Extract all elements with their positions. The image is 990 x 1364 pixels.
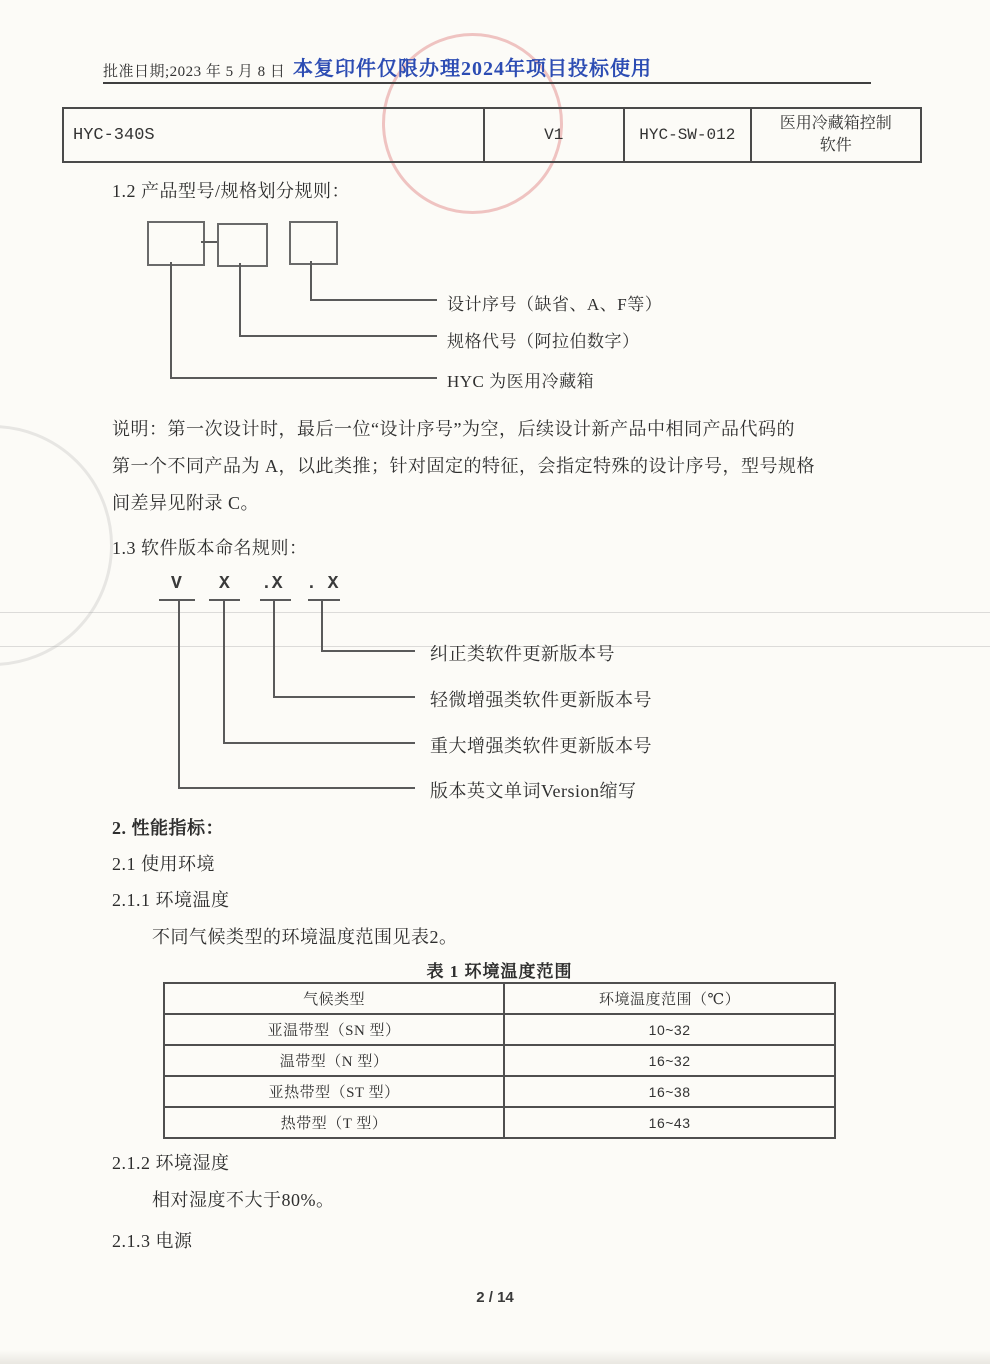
climate-type-header: 气候类型 bbox=[164, 983, 504, 1014]
section-2-1-title: 2.1 使用环境 bbox=[112, 854, 215, 874]
version-underline bbox=[308, 599, 340, 601]
model-diagram-box-spec bbox=[217, 223, 268, 267]
version-underline bbox=[159, 599, 195, 601]
version-leader-line bbox=[223, 742, 415, 744]
scan-artifact-line bbox=[0, 612, 990, 613]
major-version-label: 重大增强类软件更新版本号 bbox=[430, 736, 652, 756]
diagram-leader-line bbox=[310, 261, 312, 301]
page-number: 2 / 14 bbox=[476, 1289, 514, 1306]
note-line-3: 间差异见附录 C。 bbox=[112, 493, 260, 513]
version-leader-line bbox=[321, 599, 323, 652]
version-underline bbox=[260, 599, 291, 601]
table-header-row bbox=[164, 983, 835, 1014]
section-2-1-3-title: 2.1.3 电源 bbox=[112, 1231, 193, 1251]
software-name-cell bbox=[750, 109, 920, 161]
diagram-leader-line bbox=[239, 263, 241, 337]
model-cell: HYC-340S bbox=[73, 125, 155, 145]
climate-type-cell: 温带型（N 型） bbox=[164, 1045, 504, 1076]
temp-range-cell: 16~32 bbox=[504, 1045, 835, 1076]
version-symbol-v: V bbox=[171, 574, 182, 594]
table1-caption: 表 1 环境温度范围 bbox=[426, 962, 573, 981]
temp-range-cell: 16~38 bbox=[504, 1076, 835, 1107]
climate-type-cell: 热带型（T 型） bbox=[164, 1107, 504, 1138]
header-underline bbox=[103, 82, 871, 84]
section-2-1-1-title: 2.1.1 环境温度 bbox=[112, 890, 230, 910]
version-leader-line bbox=[321, 650, 415, 652]
version-leader-line bbox=[273, 599, 275, 698]
diagram-leader-line bbox=[170, 262, 172, 379]
version-symbol-x3: . X bbox=[306, 574, 339, 594]
diagram-leader-line bbox=[170, 377, 437, 379]
version-leader-line bbox=[178, 599, 180, 789]
section-2-1-2-title: 2.1.2 环境湿度 bbox=[112, 1153, 230, 1173]
version-cell: V1 bbox=[483, 109, 623, 161]
version-leader-line bbox=[178, 787, 415, 789]
version-symbol-x1: X bbox=[219, 574, 230, 594]
table-row bbox=[164, 1045, 835, 1076]
gray-watermark-arc bbox=[0, 425, 113, 666]
climate-type-cell: 亚温带型（SN 型） bbox=[164, 1014, 504, 1045]
approval-date-text: 批准日期;2023 年 5 月 8 日 bbox=[103, 64, 286, 80]
version-leader-line bbox=[273, 696, 415, 698]
version-leader-line bbox=[223, 599, 225, 744]
section-1-2-title: 1.2 产品型号/规格划分规则： bbox=[112, 181, 350, 201]
diagram-leader-line bbox=[310, 299, 437, 301]
temperature-intro-text: 不同气候类型的环境温度范围见表2。 bbox=[152, 927, 458, 947]
table-row bbox=[164, 1076, 835, 1107]
software-name-text: 医用冷藏箱控制软件 bbox=[779, 115, 892, 154]
minor-version-label: 轻微增强类软件更新版本号 bbox=[430, 690, 652, 710]
prefix-meaning-label: HYC 为医用冷藏箱 bbox=[447, 372, 595, 391]
diagram-connector-line bbox=[201, 241, 217, 243]
software-code-cell: HYC-SW-012 bbox=[623, 109, 750, 161]
section-2-title: 2. 性能指标： bbox=[112, 818, 224, 838]
section-1-3-title: 1.3 软件版本命名规则： bbox=[112, 538, 308, 558]
temp-range-cell: 10~32 bbox=[504, 1014, 835, 1045]
design-serial-label: 设计序号（缺省、A、F等） bbox=[447, 295, 663, 314]
model-diagram-box-design bbox=[289, 221, 338, 265]
version-word-label: 版本英文单词Version缩写 bbox=[430, 781, 637, 801]
climate-type-cell: 亚热带型（ST 型） bbox=[164, 1076, 504, 1107]
model-diagram-box-prefix bbox=[147, 221, 205, 266]
spec-code-label: 规格代号（阿拉伯数字） bbox=[447, 332, 640, 351]
patch-version-label: 纠正类软件更新版本号 bbox=[430, 644, 615, 664]
note-line-1: 说明：第一次设计时，最后一位“设计序号”为空，后续设计新产品中相同产品代码的 bbox=[112, 419, 795, 439]
table-row bbox=[164, 1107, 835, 1138]
humidity-text: 相对湿度不大于80%。 bbox=[152, 1190, 335, 1210]
diagram-leader-line bbox=[239, 335, 437, 337]
climate-table bbox=[163, 982, 836, 1139]
page-edge-shadow bbox=[0, 1350, 990, 1364]
version-symbol-x2: .X bbox=[261, 574, 283, 594]
temp-range-cell: 16~43 bbox=[504, 1107, 835, 1138]
tender-notice-text: 本复印件仅限办理2024年项目投标使用 bbox=[293, 58, 652, 80]
model-header-table bbox=[62, 107, 922, 163]
note-line-2: 第一个不同产品为 A，以此类推；针对固定的特征，会指定特殊的设计序号，型号规格 bbox=[112, 456, 815, 476]
table-row bbox=[164, 1014, 835, 1045]
temp-range-header: 环境温度范围（℃） bbox=[504, 983, 835, 1014]
